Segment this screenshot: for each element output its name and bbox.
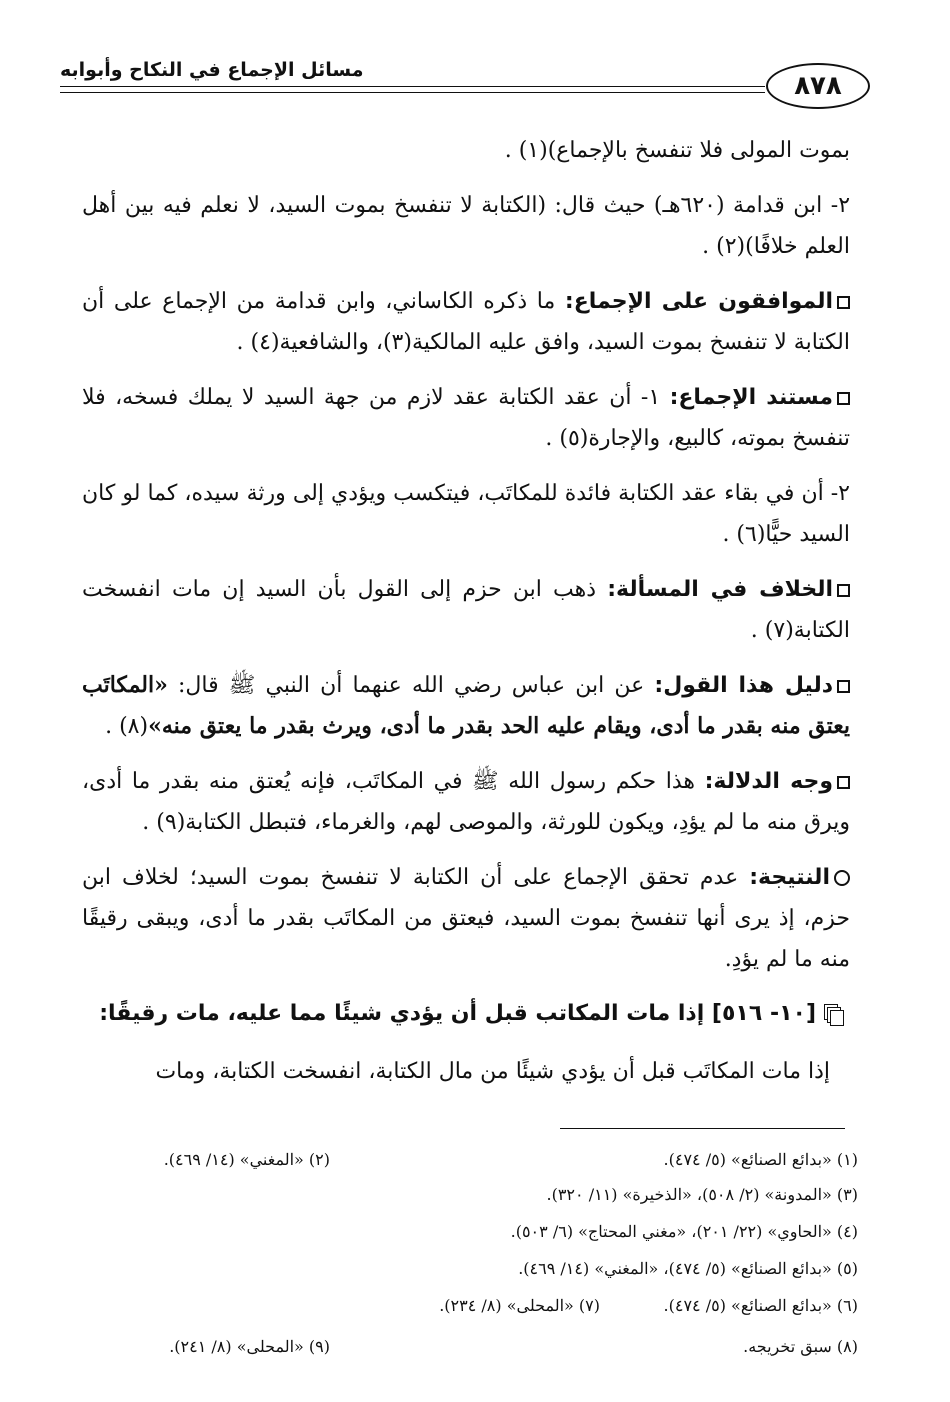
paragraph-inference: وجه الدلالة: هذا حكم رسول الله ﷺ في المكاتَب، فإنه يُعتق منه بقدر ما أدى، ويرق منه ما لم يؤدِ، ويكون للورثة، والموصى لهم، والغرماء، فتبطل الكتابة(٩) . [82, 769, 850, 835]
paragraph: ٢- ابن قدامة (٦٢٠هـ) حيث قال: (الكتابة لا تنفسخ بموت السيد، لا نعلم فيه بين أهل العلم خلافًا)(٢) . [82, 193, 851, 259]
pages-icon [824, 1004, 842, 1024]
footnote: (٢) «المغني» (١٤/ ٤٦٩). [163, 1150, 330, 1169]
header-rule [60, 86, 765, 87]
page-number: ٨٧٨ [766, 63, 870, 109]
section-lead: النتيجة: [749, 865, 830, 890]
section-lead: وجه الدلالة: [704, 769, 833, 794]
section-lead: الموافقون على الإجماع: [564, 289, 833, 314]
section-lead: مستند الإجماع: [669, 385, 833, 410]
section-lead: دليل هذا القول: [654, 673, 833, 698]
square-bullet-icon [837, 680, 850, 693]
footnote: (٨) سبق تخريجه. [743, 1337, 858, 1356]
footnote: (٩) «المحلى» (٨/ ٢٤١). [169, 1337, 330, 1356]
header-rule [60, 92, 765, 93]
paragraph-evidence: دليل هذا القول: عن ابن عباس رضي الله عنهما أن النبي ﷺ قال: «المكاتَب يعتق منه بقدر ما أدى، ويقام عليه الحد بقدر ما أدى، ويرث بقدر ما يعتق منه»(٨) . [82, 672, 850, 739]
hadith-quote: «المكاتَب يعتق منه بقدر ما أدى، ويقام عليه الحد بقدر ما أدى، ويرث بقدر ما يعتق منه» [82, 672, 850, 739]
paragraph-basis: مستند الإجماع: ١- أن عقد الكتابة عقد لازم من جهة السيد لا يملك فسخه، فلا تنفسخ بموته، كالبيع، والإجارة(٥) . [82, 385, 850, 451]
footnote: (٧) «المحلى» (٨/ ٢٣٤). [439, 1296, 600, 1315]
footnote: (٤) «الحاوي» (٢٢/ ٢٠١)، «مغني المحتاج» (٦/ ٥٠٣). [510, 1222, 858, 1241]
footnote: (٥) «بدائع الصنائع» (٥/ ٤٧٤)، «المغني» (١٤/ ٤٦٩). [518, 1259, 858, 1278]
main-text [82, 130, 850, 1092]
paragraph: ٢- أن في بقاء عقد الكتابة فائدة للمكاتَب، فيتكسب ويؤدي إلى ورثة سيده، كما لو كان السيد حيًّا(٦) . [82, 481, 850, 547]
square-bullet-icon [837, 296, 850, 309]
running-title: مسائل الإجماع في النكاح وأبوابه [60, 59, 364, 81]
square-bullet-icon [837, 776, 850, 789]
paragraph-dispute: الخلاف في المسألة: ذهب ابن حزم إلى القول بأن السيد إن مات انفسخت الكتابة(٧) . [82, 577, 850, 643]
square-bullet-icon [837, 584, 850, 597]
paragraph: بموت المولى فلا تنفسخ بالإجماع)(١) . [504, 138, 850, 163]
paragraph: إذا مات المكاتَب قبل أن يؤدي شيئًا من مال الكتابة، انفسخت الكتابة، ومات [155, 1059, 830, 1084]
paragraph-result: النتيجة: عدم تحقق الإجماع على أن الكتابة لا تنفسخ بموت السيد؛ لخلاف ابن حزم، إذ يرى أنها تنفسخ بموت السيد، فيعتق من المكاتَب بقدر ما أدى، ويبقى رقيقًا منه ما لم يؤدِ. [82, 865, 850, 972]
footnote-separator [560, 1128, 845, 1129]
footnote: (٣) «المدونة» (٢/ ٥٠٨)، «الذخيرة» (١١/ ٣٢٠). [546, 1185, 858, 1204]
page-header [60, 55, 870, 115]
square-bullet-icon [837, 392, 850, 405]
circle-bullet-icon [834, 870, 850, 886]
footnote: (١) «بدائع الصنائع» (٥/ ٤٧٤). [663, 1150, 858, 1169]
issue-heading: [١٠- ٥١٦] إذا مات المكاتب قبل أن يؤدي شيئًا مما عليه، مات رقيقًا: [82, 994, 850, 1034]
paragraph-agreeing: الموافقون على الإجماع: ما ذكره الكاساني، وابن قدامة من الإجماع على أن الكتابة لا تنفسخ بموت السيد، وافق عليه المالكية(٣)، والشافعية(٤) . [82, 289, 850, 355]
section-lead: الخلاف في المسألة: [607, 577, 834, 602]
footnote: (٦) «بدائع الصنائع» (٥/ ٤٧٤). [663, 1296, 858, 1315]
